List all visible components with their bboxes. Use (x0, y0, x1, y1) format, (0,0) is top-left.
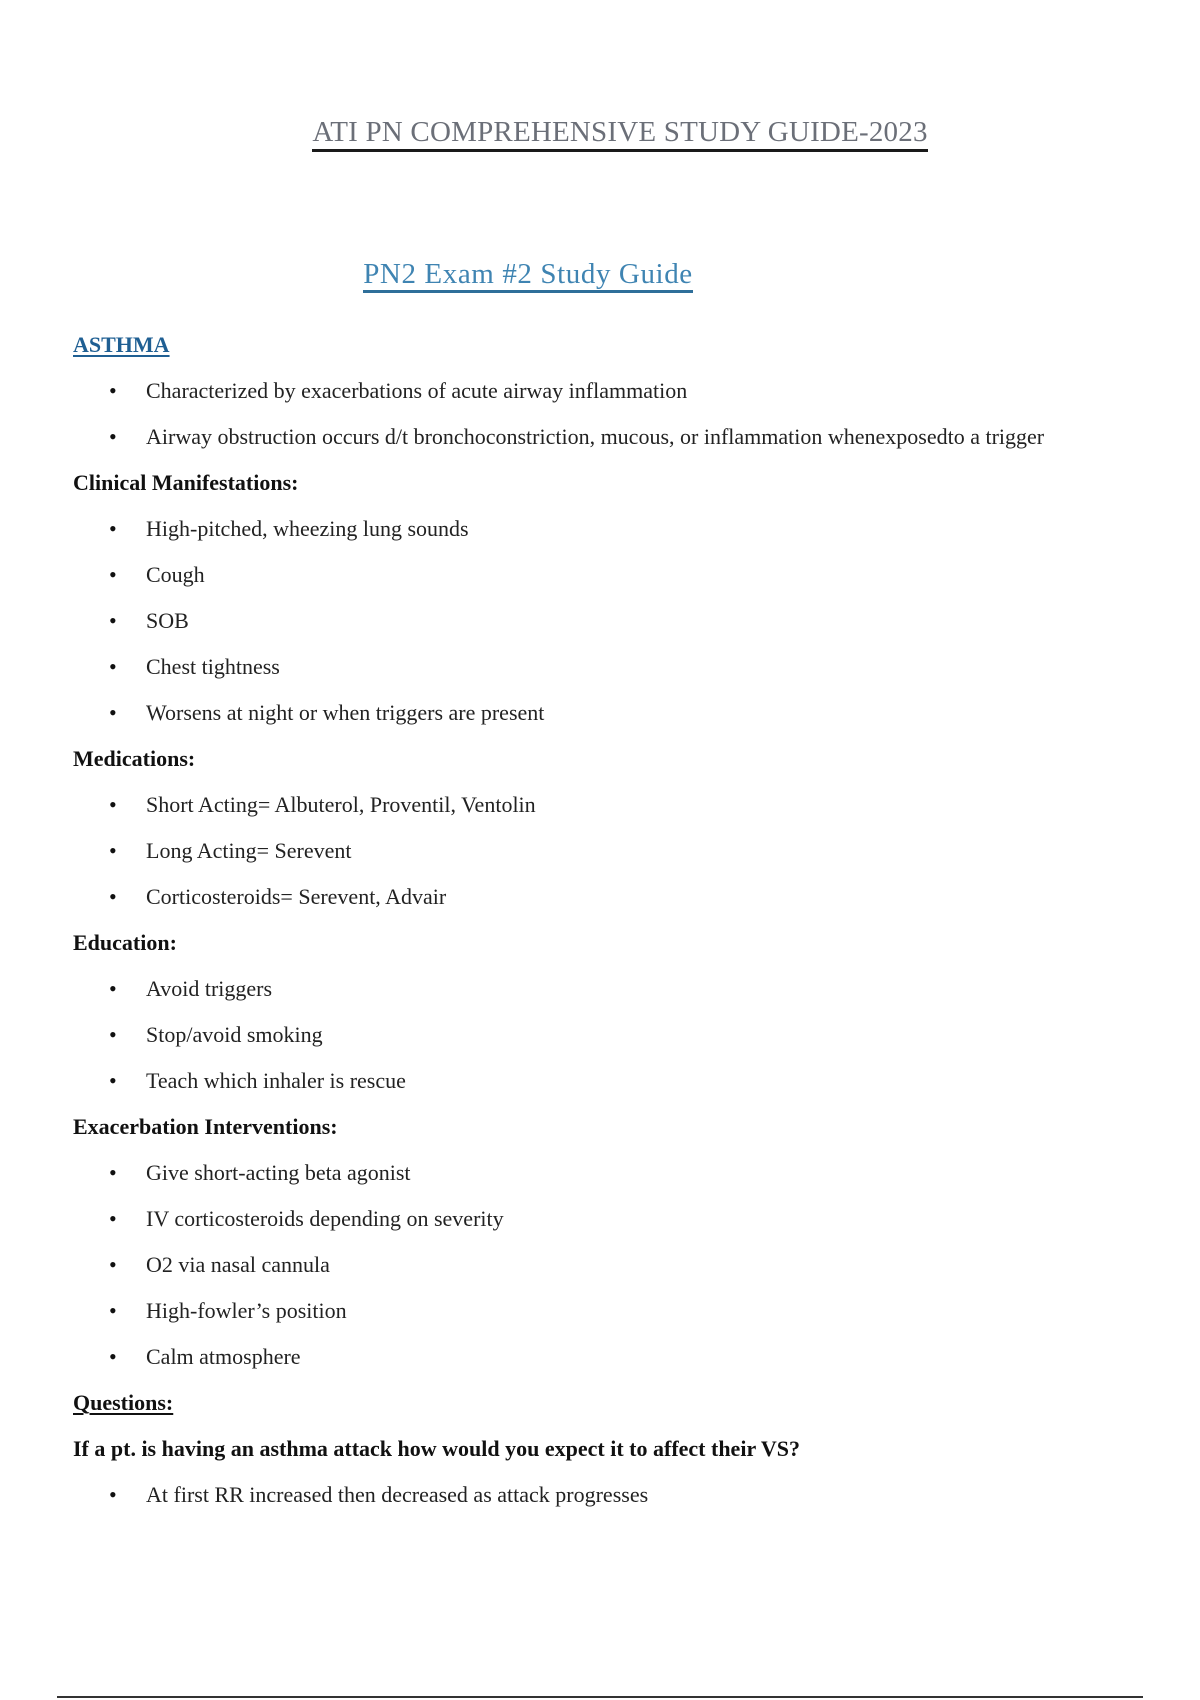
list-item: • Corticosteroids= Serevent, Advair (73, 874, 1133, 920)
exacerbation-list (73, 1150, 1133, 1380)
list-item: • Avoid triggers (73, 966, 1133, 1012)
list-item: • Chest tightness (73, 644, 1133, 690)
list-item: • High-pitched, wheezing lung sounds (73, 506, 1133, 552)
list-item: • O2 via nasal cannula (73, 1242, 1133, 1288)
list-item: • Short Acting= Albuterol, Proventil, Ventolin (73, 782, 1133, 828)
list-item: • Calm atmosphere (73, 1334, 1133, 1380)
list-item: • At first RR increased then decreased as attack progresses (73, 1472, 1133, 1518)
list-item: • Characterized by exacerbations of acute airway inflammation (73, 368, 1133, 414)
heading-education: Education: (73, 930, 177, 955)
list-item: • Long Acting= Serevent (73, 828, 1133, 874)
heading-exacerbation-interventions: Exacerbation Interventions: (73, 1114, 338, 1139)
list-item: • High-fowler’s position (73, 1288, 1133, 1334)
list-item: • Airway obstruction occurs d/t bronchoconstriction, mucous, or inflammation whenexposedto a trigger (73, 414, 1133, 460)
section-heading-asthma: ASTHMA (73, 332, 170, 357)
intro-list (73, 368, 1133, 460)
medications-list (73, 782, 1133, 920)
document-body (73, 322, 1133, 1518)
education-list (73, 966, 1133, 1104)
list-item: • Worsens at night or when triggers are present (73, 690, 1133, 736)
list-item: • SOB (73, 598, 1133, 644)
footer-divider (57, 1696, 1143, 1698)
document-title-text: ATI PN COMPREHENSIVE STUDY GUIDE-2023 (312, 116, 927, 152)
heading-medications: Medications: (73, 746, 196, 771)
list-item: • IV corticosteroids depending on severity (73, 1196, 1133, 1242)
question-text: If a pt. is having an asthma attack how would you expect it to affect their VS? (73, 1436, 801, 1461)
heading-clinical-manifestations: Clinical Manifestations: (73, 470, 299, 495)
clinical-list (73, 506, 1133, 736)
list-item: • Teach which inhaler is rescue (73, 1058, 1133, 1104)
list-item: • Cough (73, 552, 1133, 598)
heading-questions: Questions: (73, 1390, 174, 1415)
list-item: • Stop/avoid smoking (73, 1012, 1133, 1058)
answers-list (73, 1472, 1133, 1518)
document-subtitle-text: PN2 Exam #2 Study Guide (363, 258, 693, 293)
document-subtitle (0, 258, 1056, 291)
list-item: • Give short-acting beta agonist (73, 1150, 1133, 1196)
document-title (0, 116, 1200, 149)
